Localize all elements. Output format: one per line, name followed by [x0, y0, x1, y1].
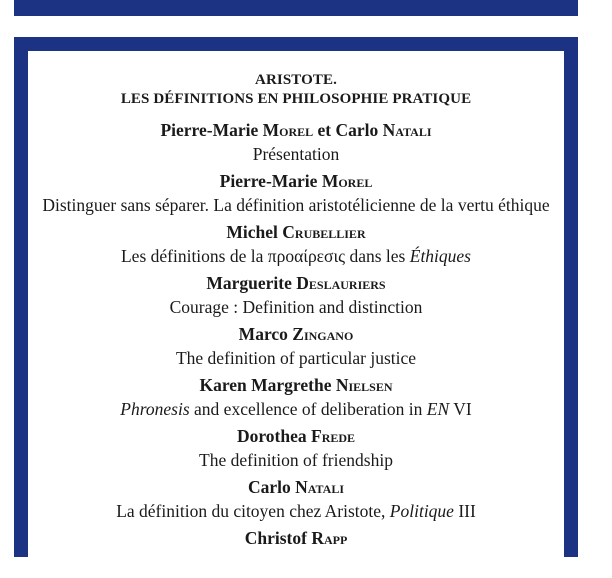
author-last-name: Zingano	[292, 324, 354, 344]
contents-entry	[28, 119, 564, 170]
entry-title-text: Courage : Definition and distinction	[169, 297, 423, 317]
entry-author	[28, 221, 564, 244]
entry-title-text: Présentation	[252, 144, 340, 164]
table-of-contents	[28, 51, 564, 578]
book-title-line-1: ARISTOTE.	[255, 72, 337, 88]
entry-author	[28, 527, 564, 550]
entry-author	[28, 272, 564, 295]
author-first-name: Michel	[226, 222, 283, 242]
author-first-name: Marco	[238, 324, 293, 344]
author-first-name: Carlo	[247, 477, 296, 497]
entry-title-text: III	[453, 501, 476, 521]
entry-title	[28, 346, 564, 370]
author-last-name: Morel	[262, 120, 314, 140]
entry-title-text: and excellence of deliberation in	[189, 399, 427, 419]
contents-entry	[28, 374, 564, 425]
author-first-name: Dorothea	[236, 426, 311, 446]
entry-title	[28, 295, 564, 319]
contents-entry	[28, 170, 564, 221]
author-last-name: Nielsen	[335, 375, 393, 395]
cover-frame	[14, 37, 578, 557]
entry-title	[28, 448, 564, 472]
book-title-line-2: LES DÉFINITIONS EN PHILOSOPHIE PRATIQUE	[120, 91, 472, 107]
author-first-name: Marguerite	[206, 273, 297, 293]
entry-title-text: La définition du citoyen chez Aristote,	[116, 501, 390, 521]
entry-author	[28, 425, 564, 448]
author-last-name: Crubellier	[282, 222, 366, 242]
book-title	[28, 71, 564, 109]
author-first-name: Christof	[244, 528, 312, 548]
contents-entry	[28, 221, 564, 272]
contents-entry	[28, 527, 564, 578]
entry-title-text: The definition of friendship	[199, 450, 393, 470]
entry-title-italic: Éthiques	[409, 246, 471, 266]
contents-list	[28, 119, 564, 578]
entry-title	[28, 397, 564, 421]
entry-title	[28, 142, 564, 166]
entry-title-text: VI	[449, 399, 472, 419]
author-join-text: et Carlo	[313, 120, 383, 140]
author-last-name: Deslauriers	[296, 273, 386, 293]
top-color-band	[14, 0, 578, 16]
author-last-name: Frede	[311, 426, 356, 446]
contents-entry	[28, 425, 564, 476]
author-last-name: Natali	[295, 477, 345, 497]
entry-title-italic: Politique	[389, 501, 454, 521]
contents-entry	[28, 476, 564, 527]
entry-title-italic: Phronesis	[120, 399, 190, 419]
entry-author	[28, 374, 564, 397]
author-first-name: Pierre-Marie	[160, 120, 263, 140]
contents-entry	[28, 272, 564, 323]
author-last-name: Natali	[382, 120, 432, 140]
entry-title-text: Les définitions de la προαίρεσις dans les	[120, 246, 410, 266]
entry-title-text: Distinguer sans séparer. La définition aristotélicienne de la vertu éthique	[42, 195, 550, 215]
entry-title-italic: EN	[426, 399, 450, 419]
entry-author	[28, 119, 564, 142]
entry-title-text: The definition of particular justice	[175, 348, 417, 368]
contents-entry	[28, 323, 564, 374]
entry-title	[28, 244, 564, 268]
entry-title	[28, 499, 564, 523]
entry-author	[28, 170, 564, 193]
author-first-name: Pierre-Marie	[219, 171, 322, 191]
author-first-name: Karen Margrethe	[199, 375, 336, 395]
entry-title	[28, 193, 564, 217]
cover-panel	[28, 51, 564, 571]
entry-author	[28, 323, 564, 346]
entry-author	[28, 476, 564, 499]
author-last-name: Morel	[321, 171, 373, 191]
author-last-name: Rapp	[311, 528, 348, 548]
